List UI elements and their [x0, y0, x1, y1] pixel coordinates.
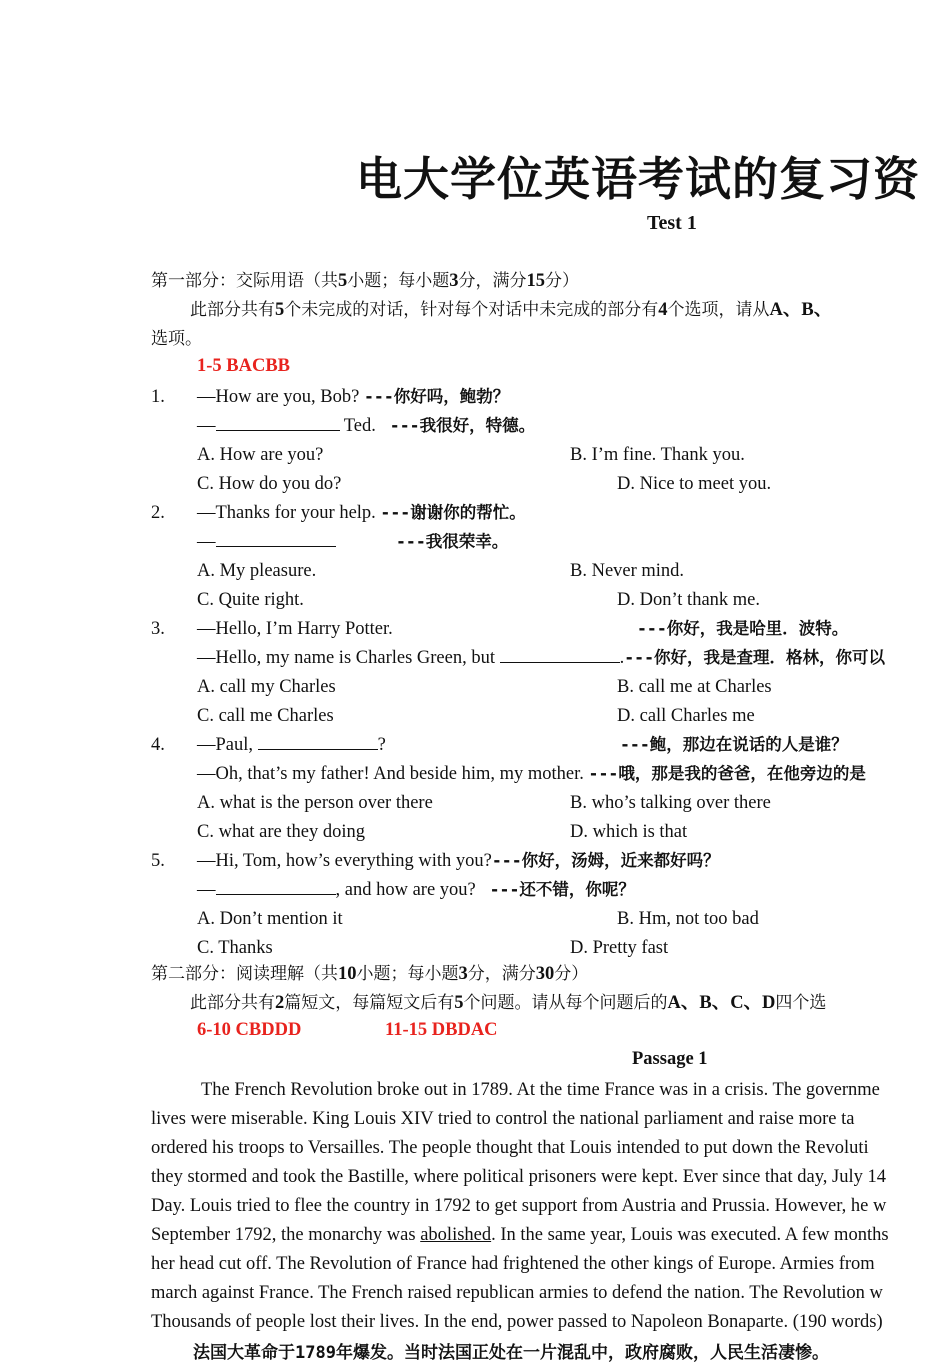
passage-line: march against France. The French raised republican armies to defend the nation. The Revolution w — [151, 1283, 883, 1303]
question-dialogue-line: —How are you, Bob? ---你好吗，鲍勃？ — [197, 387, 510, 407]
question-number: 1. — [151, 387, 165, 407]
part1-instructions-line2: 选项。 — [151, 329, 202, 349]
answer-blank — [216, 880, 336, 895]
passage-line: ordered his troops to Versailles. The people thought that Louis intended to put down the Revoluti — [151, 1138, 869, 1158]
question-dialogue-translation: ---我很荣幸。 — [396, 532, 509, 551]
question-dialogue-line: — , and how are you? ---还不错，你呢？ — [197, 880, 635, 900]
passage-translation-partial: 法国大革命于1789年爆发。当时法国正处在一片混乱中，政府腐败，人民生活凄惨。 — [193, 1343, 829, 1363]
passage-line: Thousands of people lost their lives. In the end, power passed to Napoleon Bonaparte. (190 words) — [151, 1312, 883, 1332]
question-dialogue-line: —Hi, Tom, how’s everything with you?---你好，汤姆，近来都好吗？ — [197, 851, 720, 871]
question-dialogue-line: —Hello, I’m Harry Potter. — [197, 619, 393, 639]
part2-heading: 第二部分：阅读理解（共10小题；每小题3分，满分30分） — [151, 964, 589, 984]
passage-line: her head cut off. The Revolution of France had frightened the other kings of Europe. Armies from — [151, 1254, 875, 1274]
option-a: A. what is the person over there — [197, 793, 433, 813]
option-c: C. call me Charles — [197, 706, 334, 726]
test-subtitle: Test 1 — [647, 212, 697, 234]
question-dialogue-line: —Oh, that’s my father! And beside him, my mother. ---哦，那是我的爸爸，在他旁边的是 — [197, 764, 866, 784]
question-dialogue-translation: ---鲍，那边在说话的人是谁？ — [620, 735, 848, 754]
option-c: C. How do you do? — [197, 474, 342, 494]
question-number: 5. — [151, 851, 165, 871]
option-d: D. Pretty fast — [570, 938, 669, 958]
option-a: A. How are you? — [197, 445, 324, 465]
underlined-word: abolished — [420, 1225, 492, 1245]
option-c: C. Thanks — [197, 938, 273, 958]
passage-line: The French Revolution broke out in 1789. At the time France was in a crisis. The governme — [201, 1080, 880, 1100]
part1-heading: 第一部分：交际用语（共5小题；每小题3分，满分15分） — [151, 271, 579, 291]
question-dialogue-line: —Paul, ? — [197, 735, 386, 755]
option-d: D. which is that — [570, 822, 688, 842]
answer-blank — [216, 416, 340, 431]
part1-instructions: 此部分共有5个未完成的对话，针对每个对话中未完成的部分有4个选项，请从A、B、 — [190, 300, 833, 320]
passage-title: Passage 1 — [632, 1049, 708, 1069]
option-b: B. I’m fine. Thank you. — [570, 445, 745, 465]
question-number: 4. — [151, 735, 165, 755]
option-d: D. Don’t thank me. — [617, 590, 761, 610]
question-number: 3. — [151, 619, 165, 639]
option-b: B. Hm, not too bad — [617, 909, 759, 929]
passage-line: they stormed and took the Bastille, where political prisoners were kept. Ever since that day, July 14 — [151, 1167, 887, 1187]
option-c: C. Quite right. — [197, 590, 304, 610]
answer-blank — [216, 532, 336, 547]
question-dialogue-line: — Ted. ---我很好，特德。 — [197, 416, 536, 436]
option-c: C. what are they doing — [197, 822, 365, 842]
option-b: B. call me at Charles — [617, 677, 772, 697]
question-dialogue-line: —Hello, my name is Charles Green, but .---你好，我是查理．格林，你可以 — [197, 648, 886, 668]
option-d: D. Nice to meet you. — [617, 474, 772, 494]
part1-answer-key: 1-5 BACBB — [197, 356, 291, 376]
option-a: A. My pleasure. — [197, 561, 317, 581]
answer-blank — [258, 735, 378, 750]
option-a: A. Don’t mention it — [197, 909, 343, 929]
question-dialogue-line: — — [197, 530, 336, 554]
document-title: 电大学位英语考试的复习资 — [356, 152, 920, 206]
question-number: 2. — [151, 503, 165, 523]
question-dialogue-line: —Thanks for your help. ---谢谢你的帮忙。 — [197, 503, 526, 523]
passage-line: September 1792, the monarchy was abolished. In the same year, Louis was executed. A few months — [151, 1225, 889, 1245]
option-a: A. call my Charles — [197, 677, 336, 697]
answer-blank — [500, 648, 620, 663]
option-d: D. call Charles me — [617, 706, 755, 726]
passage-line: lives were miserable. King Louis XIV tried to control the national parliament and raise more ta — [151, 1109, 855, 1129]
part2-instructions: 此部分共有2篇短文，每篇短文后有5个问题。请从每个问题后的A、B、C、D四个选 — [190, 993, 827, 1013]
part2-answer-key-2: 11-15 DBDAC — [385, 1020, 498, 1040]
part2-answer-key-1: 6-10 CBDDD — [197, 1020, 302, 1040]
question-dialogue-translation: ---你好，我是哈里．波特。 — [637, 619, 849, 638]
option-b: B. who’s talking over there — [570, 793, 771, 813]
option-b: B. Never mind. — [570, 561, 685, 581]
passage-line: Day. Louis tried to flee the country in 1792 to get support from Austria and Prussia. However, he w — [151, 1196, 887, 1216]
